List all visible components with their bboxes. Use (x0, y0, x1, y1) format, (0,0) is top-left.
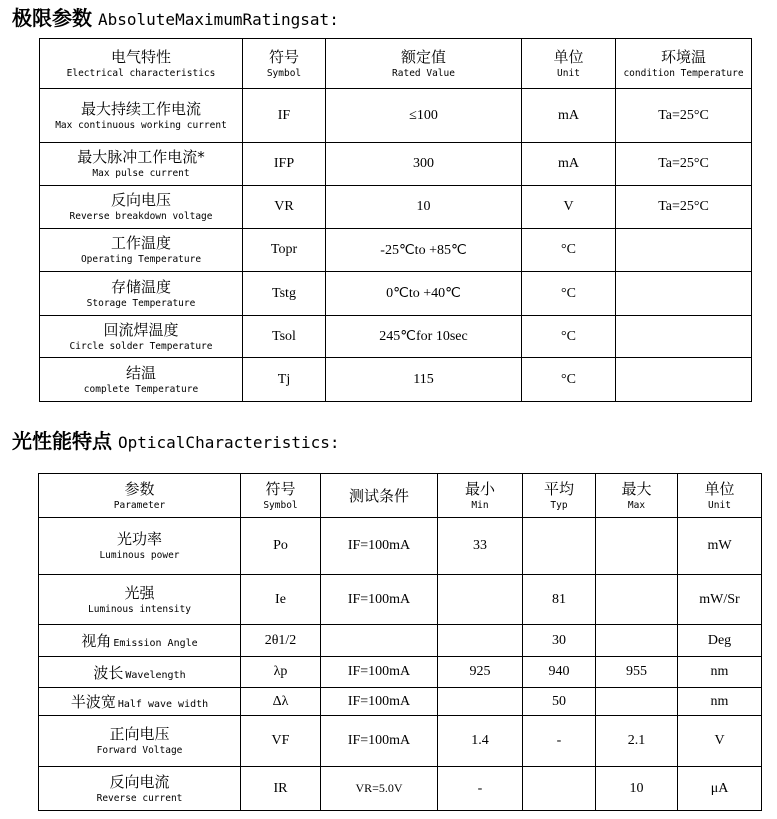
unit-cell: V (522, 186, 616, 229)
max-cell (596, 575, 678, 625)
symbol-cell: Tstg (243, 272, 326, 316)
typ-cell: 81 (523, 575, 596, 625)
min-cell: 1.4 (438, 716, 523, 767)
param-cell: 视角 Emission Angle (39, 625, 241, 657)
condition-cell: IF=100mA (321, 716, 438, 767)
optical-title (12, 425, 340, 454)
param-cell: 存储温度 Storage Temperature (40, 272, 243, 316)
unit-cell: V (678, 716, 762, 767)
header-cell: 最小 Min (438, 474, 523, 518)
condition-cell: IF=100mA (321, 518, 438, 575)
optical-characteristics-table (38, 473, 762, 811)
min-cell (438, 625, 523, 657)
table-row (40, 358, 752, 402)
param-cell: 反向电压 Reverse breakdown voltage (40, 186, 243, 229)
header-cell: 符号 Symbol (241, 474, 321, 518)
table-row (40, 229, 752, 272)
param-cell: 工作温度 Operating Temperature (40, 229, 243, 272)
symbol-cell: IR (241, 767, 321, 811)
header-cell: 参数 Parameter (39, 474, 241, 518)
unit-cell: nm (678, 688, 762, 716)
value-cell: 300 (326, 143, 522, 186)
condition-cell: IF=100mA (321, 575, 438, 625)
header-cell: 最大 Max (596, 474, 678, 518)
value-cell: 10 (326, 186, 522, 229)
unit-cell: Deg (678, 625, 762, 657)
typ-cell: 50 (523, 688, 596, 716)
unit-cell: °C (522, 316, 616, 358)
header-cell: 测试条件 (321, 474, 438, 518)
value-cell: 115 (326, 358, 522, 402)
symbol-cell: Topr (243, 229, 326, 272)
optical-header-row (39, 474, 762, 518)
min-cell (438, 688, 523, 716)
table-row (39, 657, 762, 688)
condition-cell: Ta=25°C (616, 89, 752, 143)
absolute-ratings-title-en: AbsoluteMaximumRatingsat: (98, 10, 339, 29)
symbol-cell: Tj (243, 358, 326, 402)
condition-cell: Ta=25°C (616, 186, 752, 229)
param-cell: 光功率 Luminous power (39, 518, 241, 575)
condition-cell: IF=100mA (321, 657, 438, 688)
typ-cell: 30 (523, 625, 596, 657)
condition-cell (616, 272, 752, 316)
param-cell: 反向电流 Reverse current (39, 767, 241, 811)
min-cell: - (438, 767, 523, 811)
absolute-header-row (40, 39, 752, 89)
table-row (39, 625, 762, 657)
header-cell: 单位 Unit (522, 39, 616, 89)
max-cell (596, 518, 678, 575)
symbol-cell: Po (241, 518, 321, 575)
param-cell: 最大持续工作电流 Max continuous working current (40, 89, 243, 143)
value-cell: 0℃to +40℃ (326, 272, 522, 316)
symbol-cell: Tsol (243, 316, 326, 358)
max-cell: 2.1 (596, 716, 678, 767)
typ-cell: - (523, 716, 596, 767)
table-row (40, 272, 752, 316)
optical-title-zh: 光性能特点 (12, 429, 112, 453)
param-cell: 半波宽 Half wave width (39, 688, 241, 716)
unit-cell: °C (522, 229, 616, 272)
min-cell (438, 575, 523, 625)
param-cell: 回流焊温度 Circle solder Temperature (40, 316, 243, 358)
header-cell: 环境温 condition Temperature (616, 39, 752, 89)
unit-cell: mW (678, 518, 762, 575)
unit-cell: μA (678, 767, 762, 811)
condition-cell: VR=5.0V (321, 767, 438, 811)
absolute-ratings-title (12, 2, 339, 31)
table-row (39, 688, 762, 716)
header-cell: 单位 Unit (678, 474, 762, 518)
max-cell: 955 (596, 657, 678, 688)
symbol-cell: 2θ1/2 (241, 625, 321, 657)
table-row (40, 316, 752, 358)
symbol-cell: VF (241, 716, 321, 767)
header-cell: 平均 Typ (523, 474, 596, 518)
table-row (39, 575, 762, 625)
param-cell: 波长 Wavelength (39, 657, 241, 688)
value-cell: ≤100 (326, 89, 522, 143)
min-cell: 925 (438, 657, 523, 688)
min-cell: 33 (438, 518, 523, 575)
unit-cell: °C (522, 272, 616, 316)
symbol-cell: VR (243, 186, 326, 229)
condition-cell (321, 625, 438, 657)
param-cell: 光强 Luminous intensity (39, 575, 241, 625)
header-cell: 符号 Symbol (243, 39, 326, 89)
header-cell: 电气特性 Electrical characteristics (40, 39, 243, 89)
max-cell: 10 (596, 767, 678, 811)
typ-cell (523, 518, 596, 575)
symbol-cell: Ie (241, 575, 321, 625)
optical-title-en: OpticalCharacteristics: (118, 433, 340, 452)
condition-cell (616, 358, 752, 402)
unit-cell: mW/Sr (678, 575, 762, 625)
condition-cell (616, 316, 752, 358)
max-cell (596, 688, 678, 716)
param-cell: 最大脉冲工作电流* Max pulse current (40, 143, 243, 186)
condition-cell (616, 229, 752, 272)
unit-cell: °C (522, 358, 616, 402)
absolute-ratings-title-zh: 极限参数 (12, 6, 92, 30)
header-cell: 额定值 Rated Value (326, 39, 522, 89)
unit-cell: nm (678, 657, 762, 688)
symbol-cell: Δλ (241, 688, 321, 716)
value-cell: -25℃to +85℃ (326, 229, 522, 272)
condition-cell: IF=100mA (321, 688, 438, 716)
param-cell: 结温 complete Temperature (40, 358, 243, 402)
table-row (40, 89, 752, 143)
param-cell: 正向电压 Forward Voltage (39, 716, 241, 767)
absolute-ratings-table (39, 38, 752, 402)
symbol-cell: IFP (243, 143, 326, 186)
table-row (40, 143, 752, 186)
condition-cell: Ta=25°C (616, 143, 752, 186)
table-row (40, 186, 752, 229)
typ-cell (523, 767, 596, 811)
table-row (39, 716, 762, 767)
value-cell: 245℃for 10sec (326, 316, 522, 358)
table-row (39, 518, 762, 575)
symbol-cell: IF (243, 89, 326, 143)
typ-cell: 940 (523, 657, 596, 688)
symbol-cell: λp (241, 657, 321, 688)
unit-cell: mA (522, 143, 616, 186)
table-row (39, 767, 762, 811)
unit-cell: mA (522, 89, 616, 143)
max-cell (596, 625, 678, 657)
